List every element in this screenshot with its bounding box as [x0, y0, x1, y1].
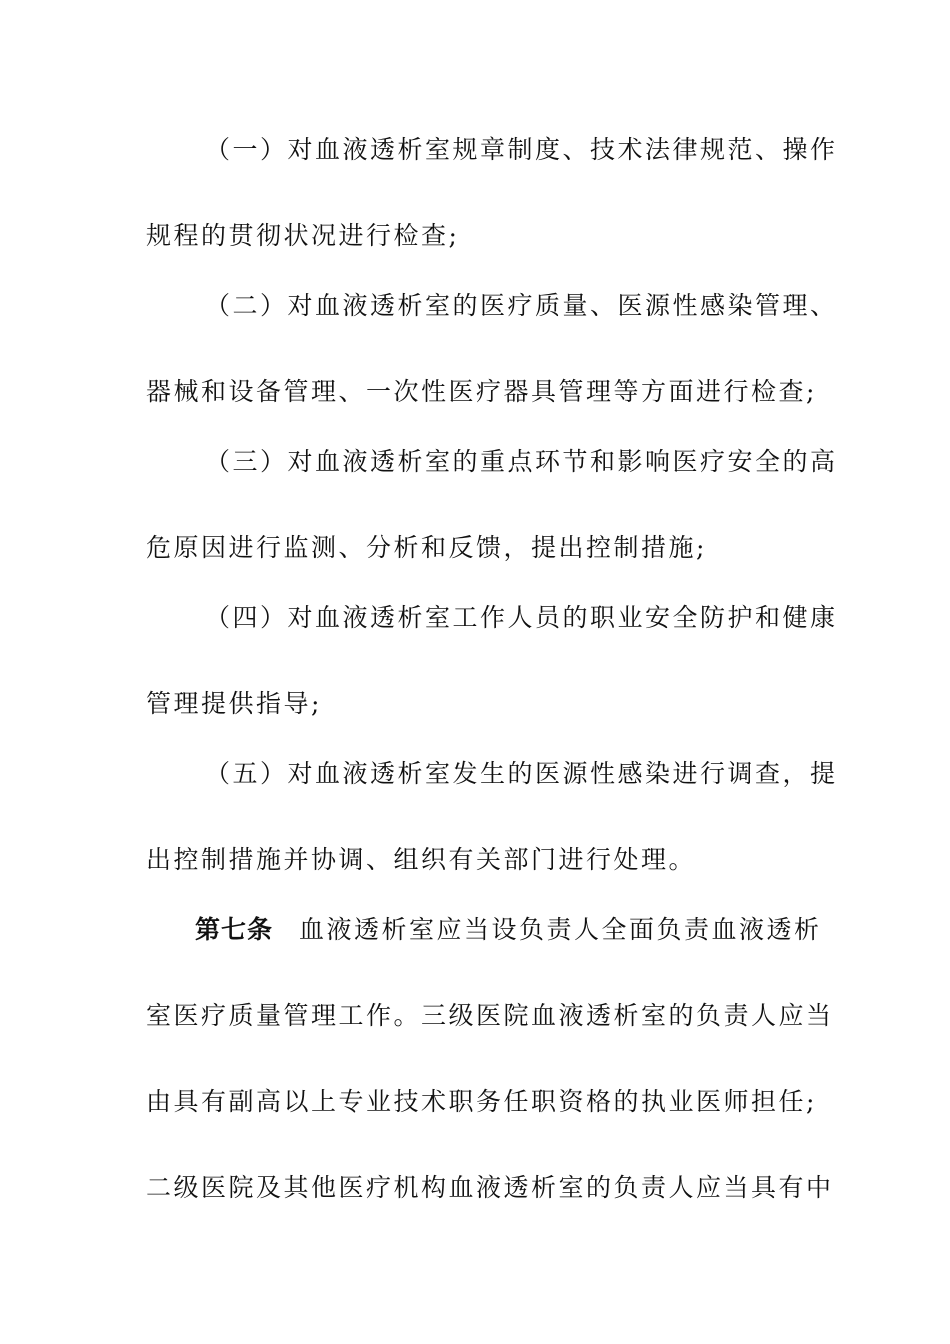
paragraph-5-line-1: （五）对血液透析室发生的医源性感染进行调查，提	[205, 759, 838, 788]
paragraph-2-line-2: 器械和设备管理、一次性医疗器具管理等方面进行检查;	[146, 377, 817, 406]
article-7-line-2: 室医疗质量管理工作。三级医院血液透析室的负责人应当	[146, 1001, 834, 1030]
paragraph-2-line-1: （二）对血液透析室的医疗质量、医源性感染管理、	[205, 291, 838, 320]
paragraph-1-line-2: 规程的贯彻状况进行检查;	[146, 221, 460, 250]
paragraph-4-line-2: 管理提供指导;	[146, 689, 322, 718]
article-7-line-1	[195, 914, 822, 946]
paragraph-4-line-1: （四）对血液透析室工作人员的职业安全防护和健康	[205, 603, 838, 632]
paragraph-3-line-2: 危原因进行监测、分析和反馈，提出控制措施;	[146, 533, 707, 562]
paragraph-5-line-2: 出控制措施并协调、组织有关部门进行处理。	[146, 845, 697, 874]
paragraph-1-line-1: （一）对血液透析室规章制度、技术法律规范、操作	[205, 135, 838, 164]
paragraph-3-line-1: （三）对血液透析室的重点环节和影响医疗安全的高	[205, 447, 838, 476]
article-7-line-3: 由具有副高以上专业技术职务任职资格的执业医师担任;	[146, 1087, 817, 1116]
article-heading: 第七条	[195, 915, 274, 944]
article-7-text: 血液透析室应当设负责人全面负责血液透析	[299, 915, 822, 944]
article-7-line-4: 二级医院及其他医疗机构血液透析室的负责人应当具有中	[146, 1173, 834, 1202]
